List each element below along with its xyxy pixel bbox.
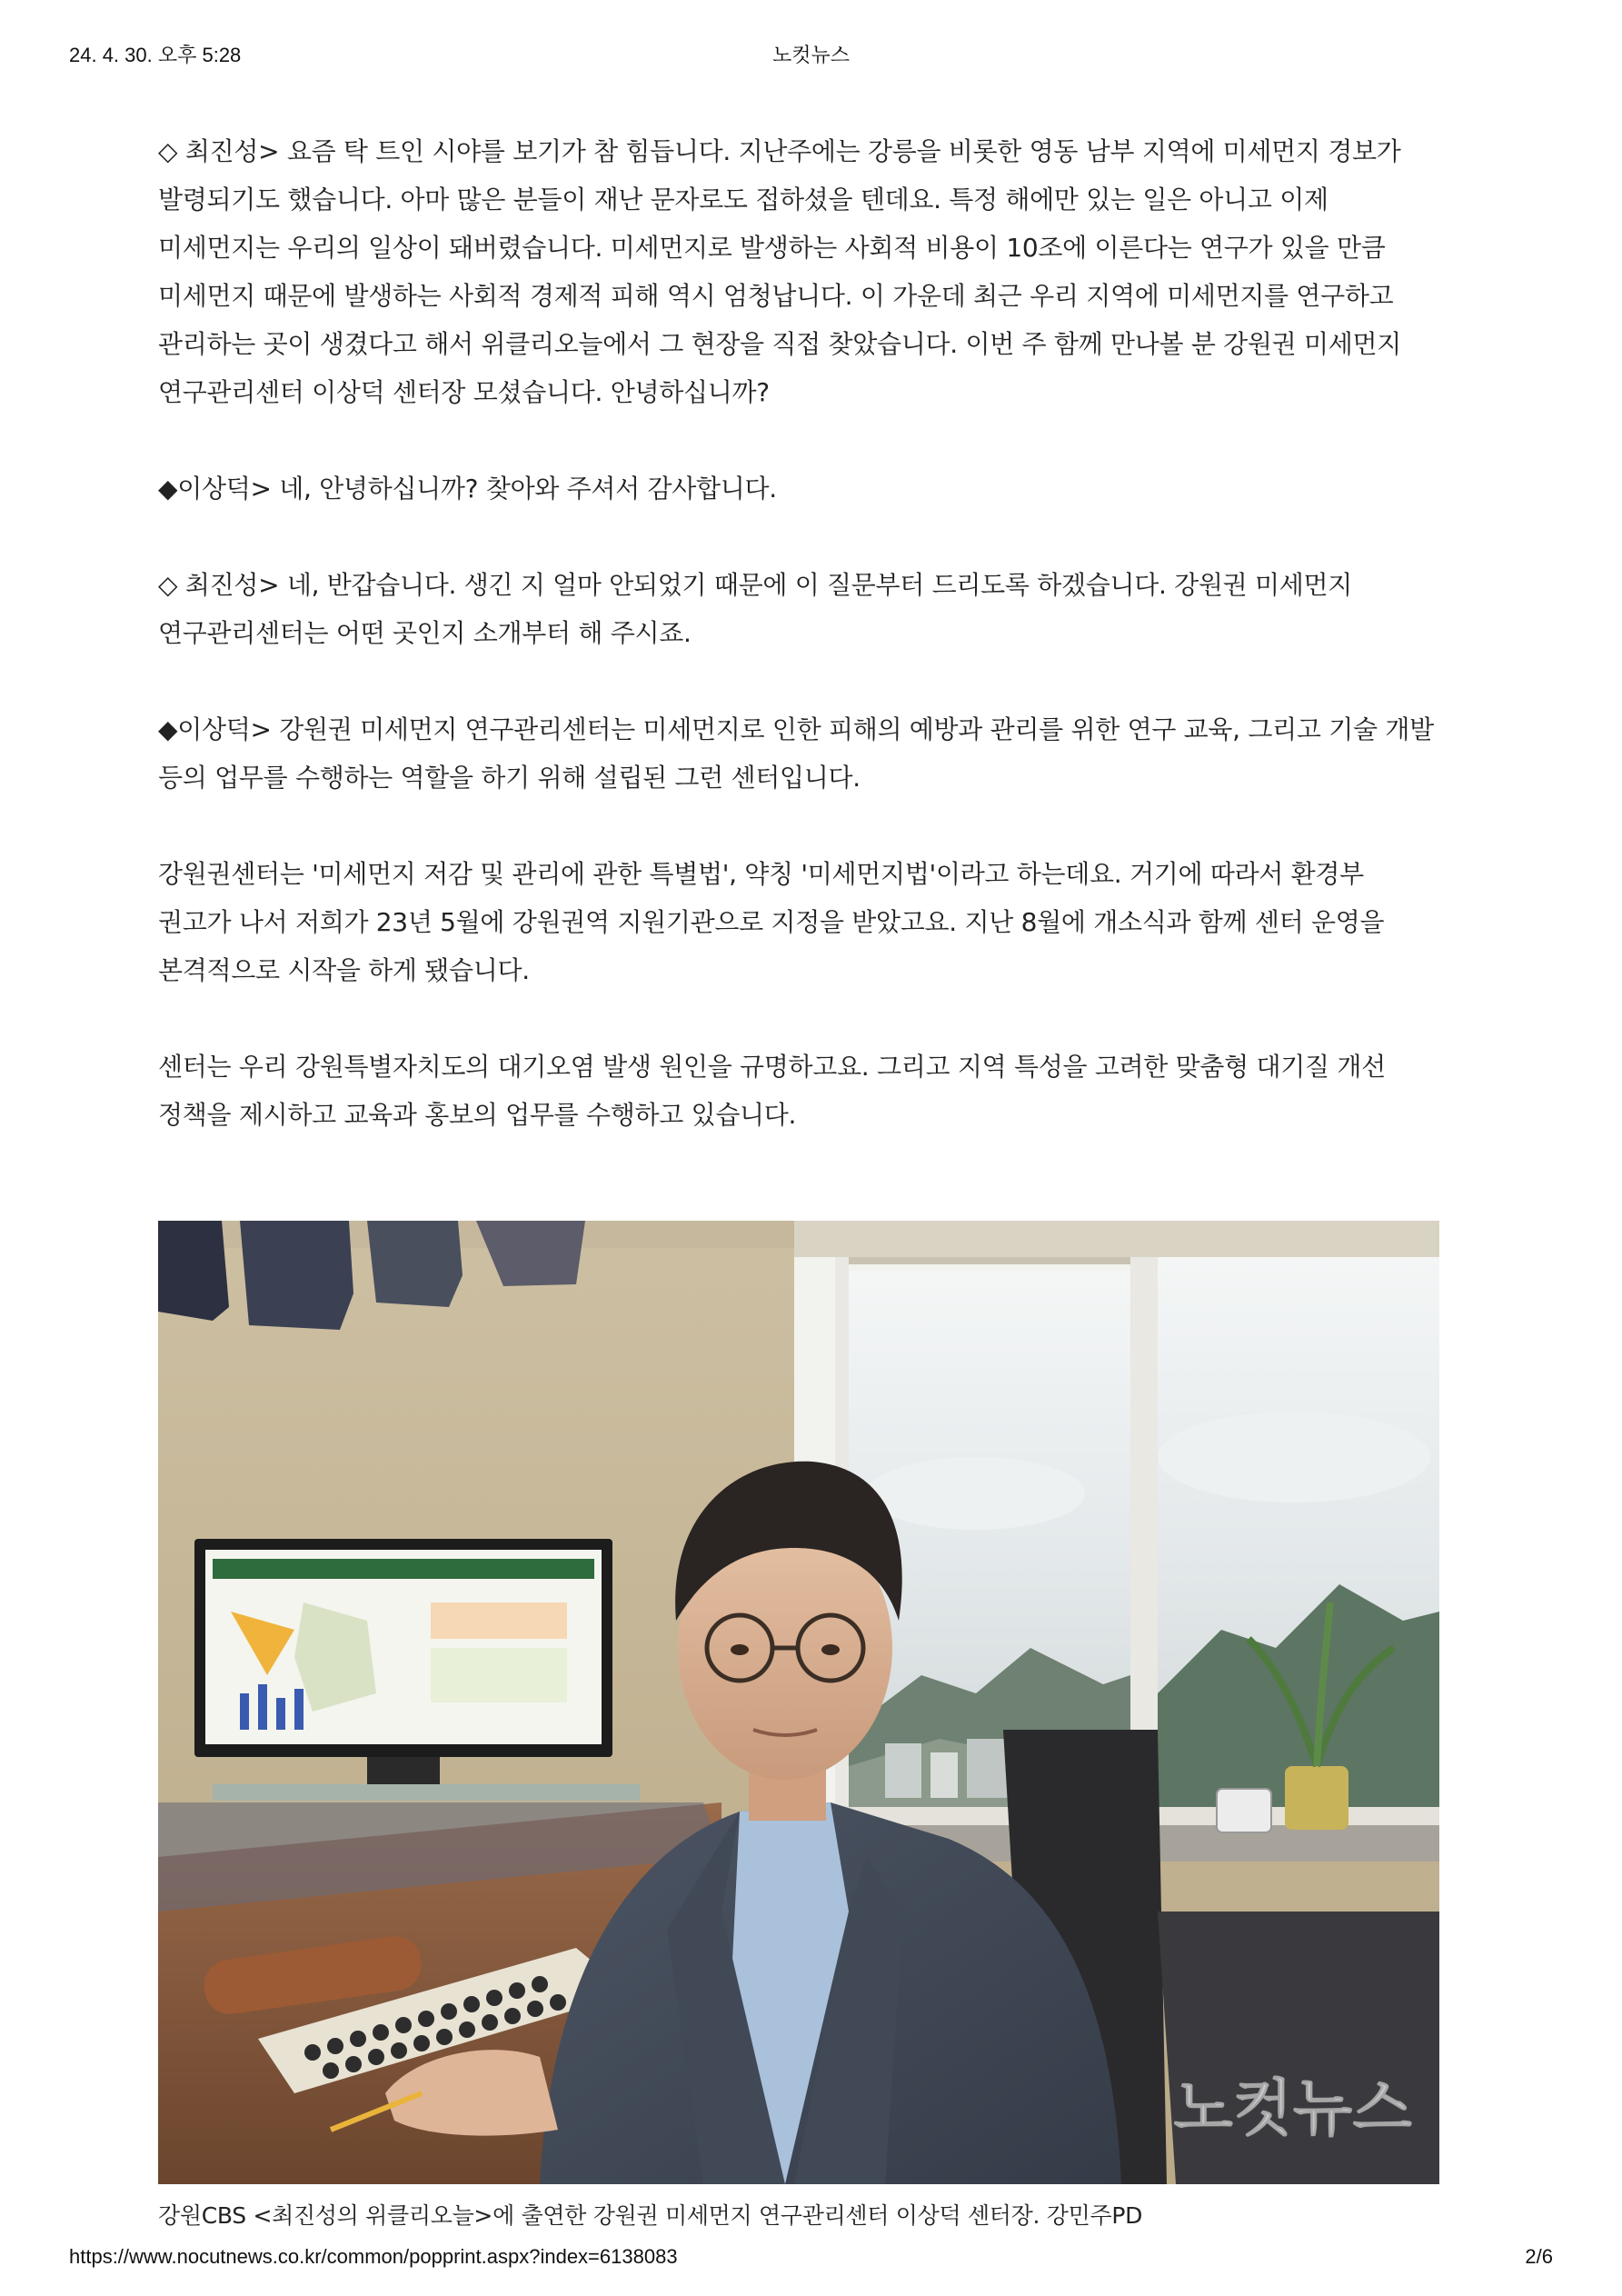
page-number: 2/6: [1525, 2245, 1553, 2268]
paragraph-guest-answer: ◆이상덕> 강원권 미세먼지 연구관리센터는 미세먼지로 인한 피해의 예방과 관리를 위한 연구 교육, 그리고 기술 개발 등의 업무를 수행하는 역할을 하기 위해 설립된 그런 센터입니다.: [158, 714, 1434, 793]
paragraph-interviewer-question: ◇ 최진성> 네, 반갑습니다. 생긴 지 얼마 안되었기 때문에 이 질문부터 드리도록 하겠습니다. 강원권 미세먼지 연구관리센터는 어떤 곳인지 소개부터 해 주시죠.: [158, 570, 1353, 648]
page-url: https://www.nocutnews.co.kr/common/popprint.aspx?index=6138083: [69, 2245, 678, 2268]
photo-watermark: 노컷뉴스: [1173, 2074, 1412, 2143]
article-body: [158, 127, 1439, 1187]
photo-caption: 강원CBS <최진성의 위클리오늘>에 출연한 강원권 미세먼지 연구관리센터 이상덕 센터장. 강민주PD: [158, 2202, 1143, 2229]
paragraph-center-history: 강원권센터는 '미세먼지 저감 및 관리에 관한 특별법', 약칭 '미세먼지법'이라고 하는데요. 거기에 따라서 환경부 권고가 나서 저희가 23년 5월에 강원권역 지원기관으로 지정을 받았고요. 지난 8월에 개소식과 함께 센터 운영을 본격적으로 시작을 하게 됐습니다.: [158, 859, 1385, 985]
print-footer: [69, 2245, 1553, 2276]
site-title: 노컷뉴스: [771, 44, 850, 66]
desk-clock: [1217, 1789, 1271, 1832]
office-photo-illustration: [158, 1221, 1439, 2184]
paragraph-guest-greeting: ◆이상덕> 네, 안녕하십니까? 찾아와 주셔서 감사합니다.: [158, 474, 777, 504]
print-date: 24. 4. 30. 오후 5:28: [69, 44, 242, 66]
paragraph-interviewer-intro: ◇ 최진성> 요즘 탁 트인 시야를 보기가 참 힘듭니다. 지난주에는 강릉을 비롯한 영동 남부 지역에 미세먼지 경보가 발령되기도 했습니다. 아마 많은 분들이 재난 문자로도 접하셨을 텐데요. 특정 해에만 있는 일은 아니고 이제 미세먼지는 우리의 일상이 돼버렸습니다. 미세먼지로 발생하는 사회적 비용이 10조에 이른다는 연구가 있을 만큼 미세먼지 때문에 발생하는 사회적 경제적 피해 역시 엄청납니다. 이 가운데 최근 우리 지역에 미세먼지를 연구하고 관리하는 곳이 생겼다고 해서 위클리오늘에서 그 현장을 직접 찾았습니다. 이번 주 함께 만나볼 분 강원권 미세먼지 연구관리센터 이상덕 센터장 모셨습니다. 안녕하십니까?: [158, 136, 1402, 407]
computer-monitor: [194, 1539, 612, 1784]
print-header: [69, 40, 1553, 71]
article-photo: [158, 1221, 1439, 2184]
paragraph-center-role: 센터는 우리 강원특별자치도의 대기오염 발생 원인을 규명하고요. 그리고 지역 특성을 고려한 맞춤형 대기질 개선 정책을 제시하고 교육과 홍보의 업무를 수행하고 있습니다.: [158, 1052, 1386, 1130]
monitor-shelf: [213, 1784, 640, 1801]
